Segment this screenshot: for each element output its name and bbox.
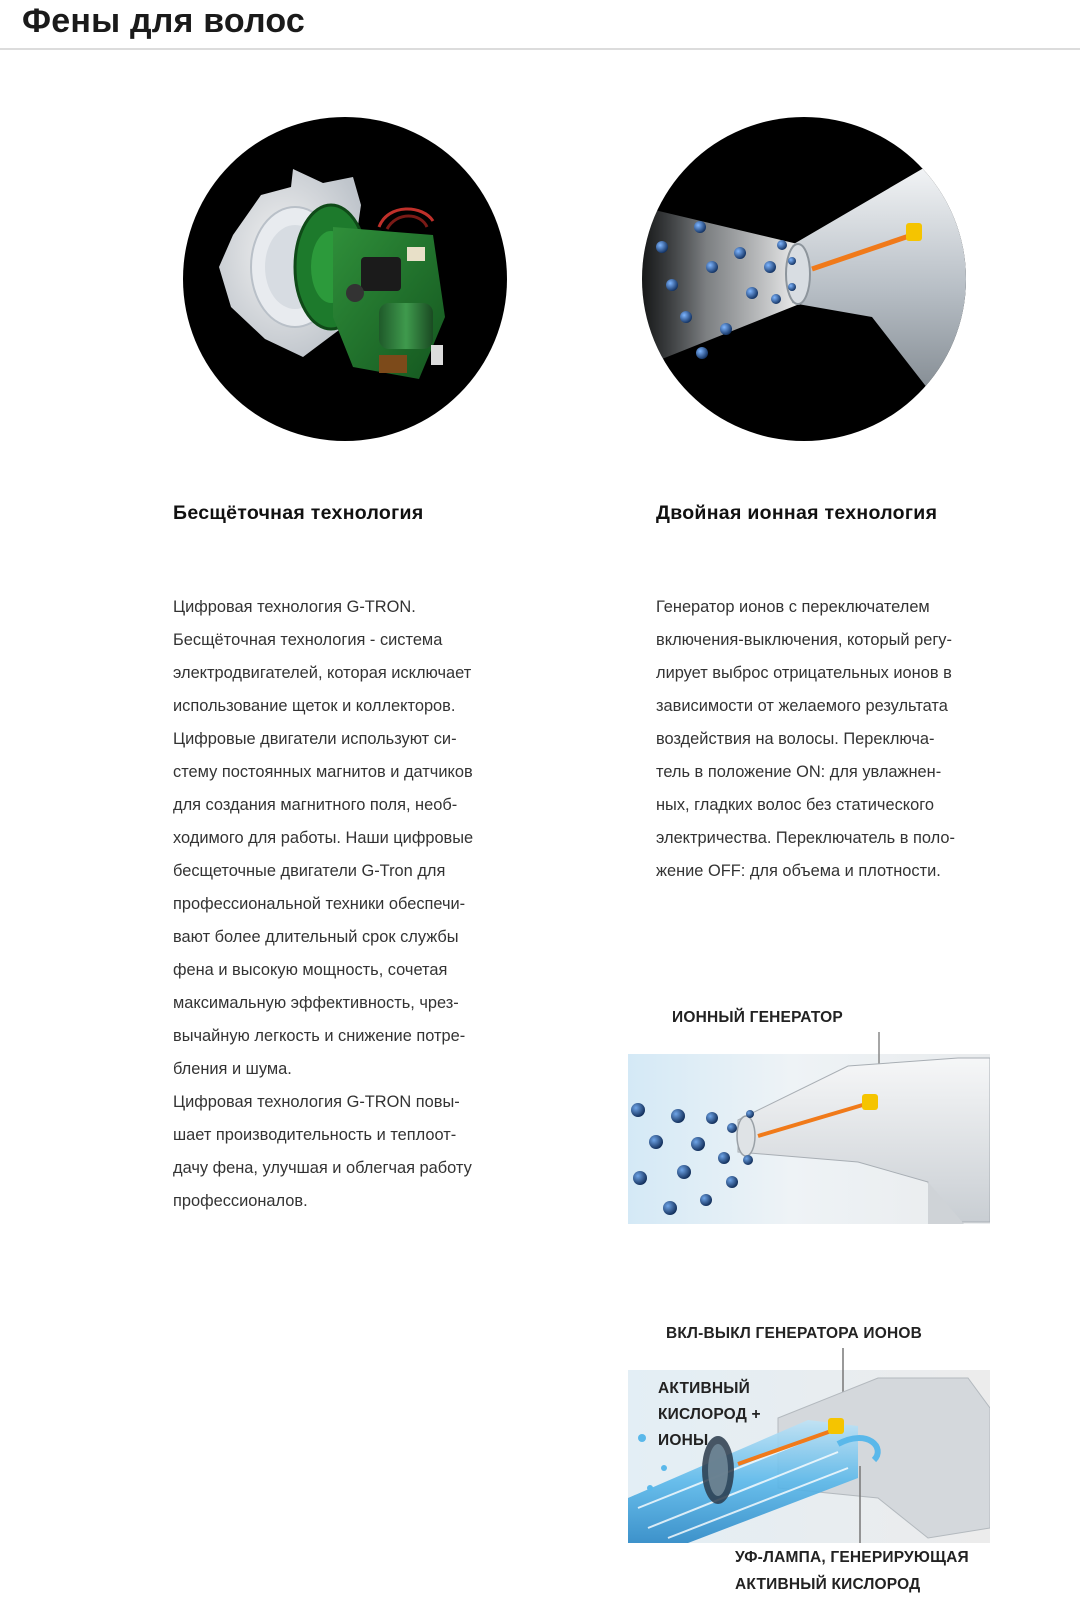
text-line: ных, гладких волос без статического: [656, 796, 934, 814]
text-line: шает производительность и теплоот-: [173, 1126, 457, 1144]
text-line: тель в положение ON: для увлажнен-: [656, 763, 942, 781]
text-line: лирует выброс отрицательных ионов в: [656, 664, 952, 682]
dual-ion-technology-text: [656, 591, 1026, 888]
text-line: зависимости от желаемого результата: [656, 697, 948, 715]
text-line: Цифровая технология G-TRON.: [173, 598, 416, 616]
ion-generator-label: ИОННЫЙ ГЕНЕРАТОР: [672, 1009, 843, 1026]
text-line: воздействия на волосы. Переключа-: [656, 730, 935, 748]
dual-ion-technology-title: Двойная ионная технология: [656, 502, 938, 524]
text-line: использование щеток и коллекторов.: [173, 697, 456, 715]
active-oxygen-ions-label: [658, 1376, 761, 1454]
text-line: включения-выключения, который регу-: [656, 631, 952, 649]
text-line: жение OFF: для объема и плотности.: [656, 862, 941, 880]
label-line: ИОНЫ: [658, 1432, 709, 1449]
text-line: фена и высокую мощность, сочетая: [173, 961, 448, 979]
ion-dryer-image: [642, 117, 966, 441]
text-line: вают более длительный срок службы: [173, 928, 459, 946]
label-line: УФ-ЛАМПА, ГЕНЕРИРУЮЩАЯ: [735, 1549, 969, 1566]
ion-generator-switch-label: ВКЛ-ВЫКЛ ГЕНЕРАТОРА ИОНОВ: [666, 1325, 923, 1342]
label-line: КИСЛОРОД +: [658, 1406, 761, 1423]
ion-generator-diagram: [628, 1032, 990, 1224]
text-line: бесщеточные двигатели G-Tron для: [173, 862, 446, 880]
text-line: дачу фена, улучшая и облегчая работу: [173, 1159, 472, 1177]
brushless-motor-image: [183, 117, 507, 441]
text-line: ходимого для работы. Наши цифровые: [173, 829, 474, 847]
text-line: Генератор ионов с переключателем: [656, 598, 930, 616]
text-line: для создания магнитного поля, необ-: [173, 796, 458, 814]
label-line: АКТИВНЫЙ КИСЛОРОД: [735, 1576, 921, 1593]
text-line: электричества. Переключатель в поло-: [656, 829, 955, 847]
brushless-technology-title: Бесщёточная технология: [173, 502, 424, 524]
uv-lamp-label: [735, 1544, 969, 1598]
text-line: максимальную эффективность, чрез-: [173, 994, 459, 1012]
text-line: бления и шума.: [173, 1060, 292, 1078]
text-line: электродвигателей, которая исключает: [173, 664, 472, 682]
text-line: Бесщётoчная технология - система: [173, 631, 443, 649]
text-line: вычайную легкость и снижение потре-: [173, 1027, 466, 1045]
label-line: АКТИВНЫЙ: [658, 1380, 750, 1397]
brushless-technology-text: [173, 591, 543, 1218]
text-line: Цифровые двигатели используют си-: [173, 730, 457, 748]
text-line: стему постоянных магнитов и датчиков: [173, 763, 473, 781]
text-line: профессионалов.: [173, 1192, 308, 1210]
text-line: профессиональной техники обеспечи-: [173, 895, 466, 913]
text-line: Цифровая технология G-TRON повы-: [173, 1093, 460, 1111]
page-header: [0, 0, 1080, 50]
page-title: Фены для волос: [22, 2, 305, 40]
